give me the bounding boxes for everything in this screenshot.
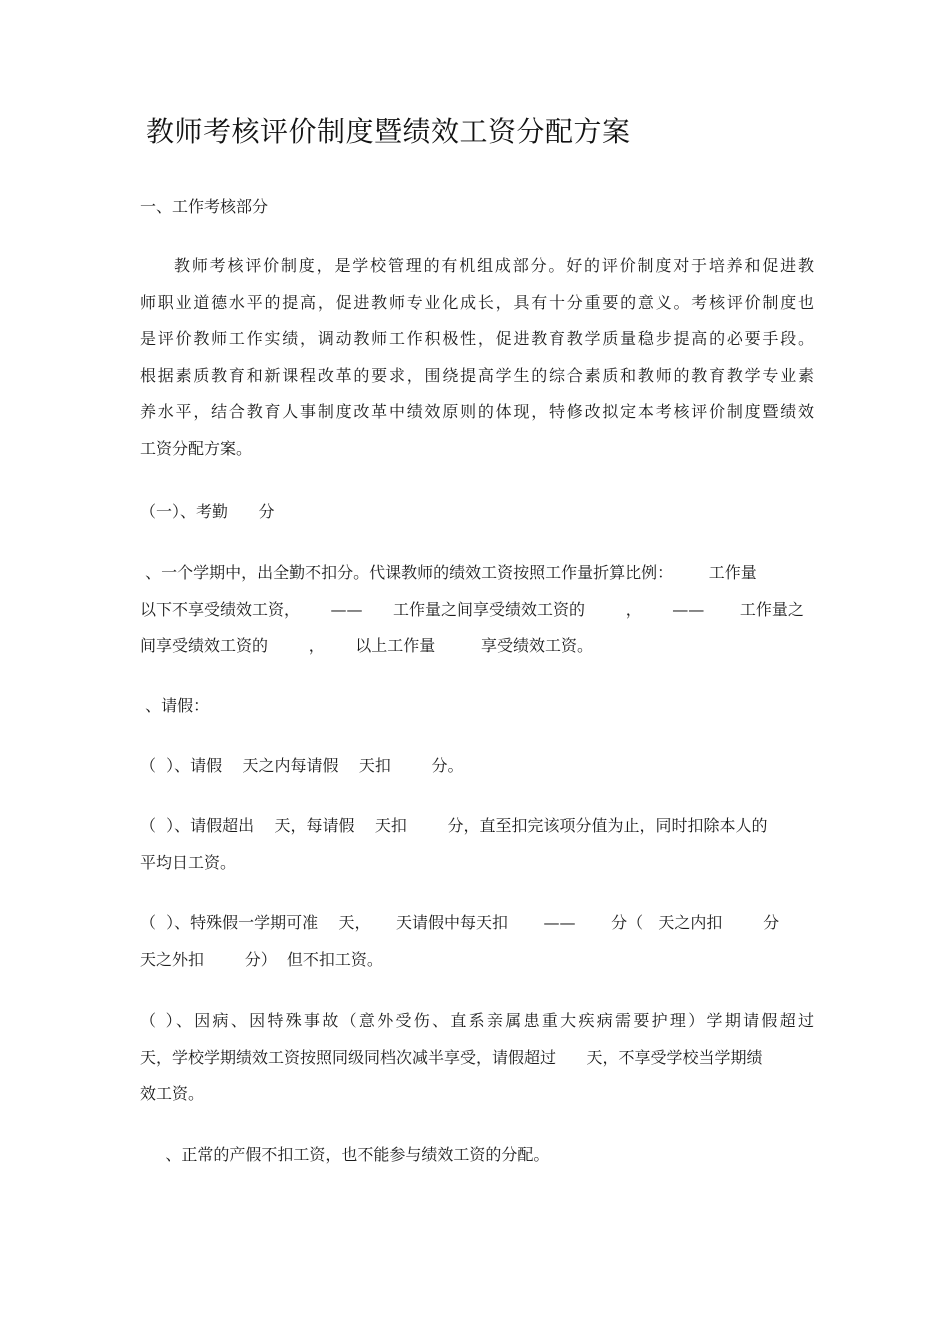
leave-rule-1 (140, 748, 814, 785)
paragraph-line: 工资分配方案。 (140, 438, 253, 458)
document-title: 教师考核评价制度暨绩效工资分配方案 (146, 115, 631, 148)
paragraph-line: 养水平，结合教育人事制度改革中绩效原则的体现，特修改拟定本考核评价制度暨绩效 (140, 402, 814, 421)
paragraph-line: 平均日工资。 (140, 852, 237, 872)
paragraph-line: 根据素质教育和新课程改革的要求，围绕提高学生的综合素质和教师的教育教学专业素 (140, 365, 814, 385)
subsection-heading (140, 494, 814, 531)
paragraph-line: 教师考核评价制度，是学校管理的有机组成部分。好的评价制度对于培养和促进教 (174, 256, 814, 275)
paragraph-line: （ ）、请假 天之内每请假 天扣 分。 (140, 756, 464, 775)
paragraph-line: 天之外扣 分） 但不扣工资。 (140, 949, 383, 969)
paragraph-line: （ ）、特殊假一学期可准 天， 天请假中每天扣 —— 分（ 天之内扣 分 (140, 913, 780, 932)
paragraph-line: 、正常的产假不扣工资，也不能参与绩效工资的分配。 (140, 1145, 550, 1164)
paragraph-line: （ ）、请假超出 天，每请假 天扣 分，直至扣完该项分值为止，同时扣除本人的 (140, 816, 768, 835)
intro-paragraph (140, 248, 814, 467)
paragraph-line: 天，学校学期绩效工资按照同级同档次减半享受，请假超过 天，不享受学校当学期绩 (140, 1047, 763, 1067)
paragraph-line: 效工资。 (140, 1084, 205, 1103)
paragraph-line: （ ）、因病、因特殊事故（意外受伤、直系亲属患重大疾病需要护理）学期请假超过 (140, 1011, 814, 1030)
paragraph-line: 以下不享受绩效工资， —— 工作量之间享受绩效工资的 ， —— 工作量之 (140, 599, 804, 619)
paragraph-line: 、请假： (140, 696, 210, 715)
attendance-item (140, 555, 814, 665)
maternity-leave-item (140, 1137, 814, 1174)
leave-rule-4 (140, 1003, 814, 1113)
paragraph-line: 、一个学期中，出全勤不扣分。代课教师的绩效工资按照工作量折算比例： 工作量 (140, 563, 757, 582)
leave-heading (140, 688, 814, 725)
leave-rule-3 (140, 905, 814, 978)
leave-rule-2 (140, 808, 814, 881)
subsection-heading-text: （一）、考勤 分 (140, 502, 275, 521)
paragraph-line: 间享受绩效工资的 ， 以上工作量 享受绩效工资。 (140, 636, 593, 655)
section-heading: 一、工作考核部分 (140, 197, 269, 216)
paragraph-line: 师职业道德水平的提高，促进教师专业化成长，具有十分重要的意义。考核评价制度也 (140, 292, 814, 312)
paragraph-line: 是评价教师工作实绩，调动教师工作积极性，促进教育教学质量稳步提高的必要手段。 (140, 329, 814, 348)
